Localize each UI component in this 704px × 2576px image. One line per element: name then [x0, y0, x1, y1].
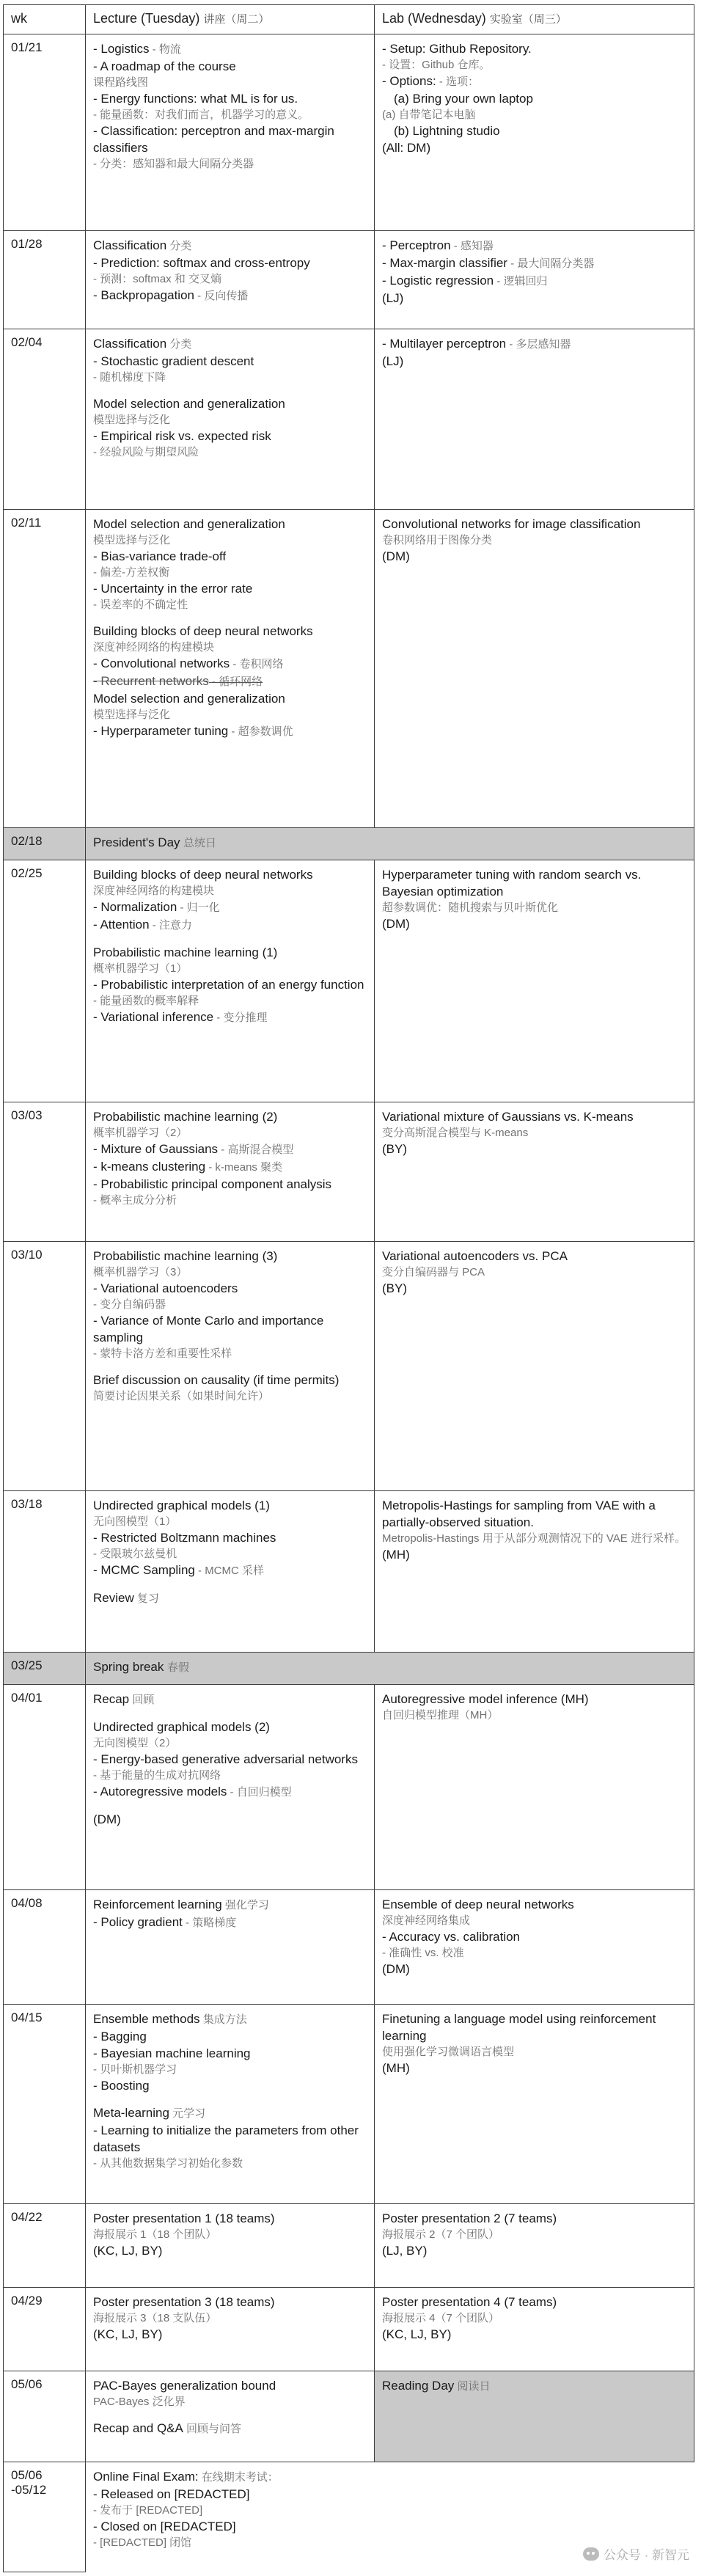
- week-row: [4, 1491, 694, 1653]
- week-row: [4, 1242, 694, 1491]
- lab-cell: Finetuning a language model using reinforcement learning 使用强化学习微调语言模型 (MH): [375, 2005, 694, 2204]
- lecture-cell: Reinforcement learning 强化学习 - Policy gradient - 策略梯度: [86, 1890, 375, 2005]
- lab-cell: Autoregressive model inference (MH) 自回归模型推理（MH）: [375, 1685, 694, 1890]
- week-row: [4, 1890, 694, 2005]
- week-date: 03/03: [4, 1102, 86, 1242]
- week-date: 04/08: [4, 1890, 86, 2005]
- week-date: 02/11: [4, 510, 86, 828]
- lab-cell: Hyperparameter tuning with random search vs. Bayesian optimization 超参数调优：随机搜索与贝叶斯优化 (DM): [375, 860, 694, 1102]
- lecture-cell: Recap 回顾 Undirected graphical models (2) 无向图模型（2） - Energy-based generative adversarial networks - 基于能量的生成对抗网络 - Autoregressive models - 自回归模型 (DM): [86, 1685, 375, 1890]
- week-row: [4, 860, 694, 1102]
- week-date: 03/25: [4, 1653, 86, 1685]
- week-date: 05/06 -05/12: [4, 2462, 86, 2572]
- week-date: 02/04: [4, 329, 86, 510]
- watermark-text: 公众号 · 新智元: [603, 2548, 689, 2562]
- lecture-cell: Model selection and generalization 模型选择与泛化 - Bias-variance trade-off - 偏差-方差权衡 - Uncertainty in the error rate - 误差率的不确定性 Building blocks of deep neural networks 深度神经网络的构建模块 - Convolutional networks - 卷积网络 - Recurrent networks - 循环网络 Model selection and generalization 模型选择与泛化 - Hyperparameter tuning - 超参数调优: [86, 510, 375, 828]
- week-date: 04/01: [4, 1685, 86, 1890]
- week-row: [4, 2005, 694, 2204]
- week-row: [4, 2288, 694, 2371]
- lecture-cell: Poster presentation 3 (18 teams) 海报展示 3（18 支队伍） (KC, LJ, BY): [86, 2288, 375, 2371]
- week-row: [4, 510, 694, 828]
- week-date: 03/10: [4, 1242, 86, 1491]
- week-date: 04/15: [4, 2005, 86, 2204]
- week-date: 01/28: [4, 231, 86, 329]
- holiday-row: [4, 1653, 694, 1685]
- lab-cell: Variational mixture of Gaussians vs. K-means 变分高斯混合模型与 K-means (BY): [375, 1102, 694, 1242]
- lab-cell: Poster presentation 4 (7 teams) 海报展示 4（7 个团队） (KC, LJ, BY): [375, 2288, 694, 2371]
- lecture-cell: Poster presentation 1 (18 teams) 海报展示 1（18 个团队） (KC, LJ, BY): [86, 2204, 375, 2288]
- lecture-cell: - Logistics - 物流 - A roadmap of the course 课程路线图 - Energy functions: what ML is for us. - 能量函数：对我们而言，机器学习的意义。 - Classification: perceptron and max-margin classifiers - 分类：感知器和最大间隔分类器: [86, 34, 375, 231]
- lab-cell: Reading Day 阅读日: [375, 2371, 694, 2462]
- week-date: 04/29: [4, 2288, 86, 2371]
- holiday-cell: President's Day 总统日: [86, 828, 694, 860]
- holiday-row: [4, 828, 694, 860]
- lecture-cell: Undirected graphical models (1) 无向图模型（1） - Restricted Boltzmann machines - 受限玻尔兹曼机 - MCMC Sampling - MCMC 采样 Review 复习: [86, 1491, 375, 1653]
- week-date: 02/18: [4, 828, 86, 860]
- week-row: [4, 2204, 694, 2288]
- lab-cell: - Perceptron - 感知器 - Max-margin classifier - 最大间隔分类器 - Logistic regression - 逻辑回归 (LJ): [375, 231, 694, 329]
- week-row: [4, 329, 694, 510]
- watermark: [583, 2544, 689, 2563]
- lab-cell: Metropolis-Hastings for sampling from VAE with a partially-observed situation. Metropolis-Hastings 用于从部分观测情况下的 VAE 进行采样。 (MH): [375, 1491, 694, 1653]
- header-wk: wk: [4, 5, 86, 34]
- lab-cell: Convolutional networks for image classification 卷积网络用于图像分类 (DM): [375, 510, 694, 828]
- week-row: [4, 1102, 694, 1242]
- lecture-cell: Probabilistic machine learning (2) 概率机器学习（2） - Mixture of Gaussians - 高斯混合模型 - k-means clustering - k-means 聚类 - Probabilistic principal component analysis - 概率主成分分析: [86, 1102, 375, 1242]
- holiday-cell: Spring break 春假: [86, 1653, 694, 1685]
- header-lecture: Lecture (Tuesday) 讲座（周二）: [86, 5, 375, 34]
- week-date: 04/22: [4, 2204, 86, 2288]
- lab-cell: - Setup: Github Repository. - 设置：Github 仓库。 - Options: - 选项： (a) Bring your own laptop (a) 自带笔记本电脑 (b) Lightning studio (All: DM): [375, 34, 694, 231]
- schedule-table: [3, 4, 694, 2572]
- lecture-cell: Building blocks of deep neural networks 深度神经网络的构建模块 - Normalization - 归一化 - Attention - 注意力 Probabilistic machine learning (1) 概率机器学习（1） - Probabilistic interpretation of an energy function - 能量函数的概率解释 - Variational inference - 变分推理: [86, 860, 375, 1102]
- header-row: [4, 5, 694, 34]
- week-date: 05/06: [4, 2371, 86, 2462]
- week-row: [4, 231, 694, 329]
- wechat-icon: [583, 2547, 599, 2561]
- week-row: [4, 2371, 694, 2462]
- week-date: 03/18: [4, 1491, 86, 1653]
- lecture-cell: Classification 分类 - Stochastic gradient descent - 随机梯度下降 Model selection and generalization 模型选择与泛化 - Empirical risk vs. expected risk - 经验风险与期望风险: [86, 329, 375, 510]
- lab-cell: Ensemble of deep neural networks 深度神经网络集成 - Accuracy vs. calibration - 准确性 vs. 校准 (DM): [375, 1890, 694, 2005]
- lecture-cell: Probabilistic machine learning (3) 概率机器学习（3） - Variational autoencoders - 变分自编码器 - Variance of Monte Carlo and importance sampling - 蒙特卡洛方差和重要性采样 Brief discussion on causality (if time permits) 简要讨论因果关系（如果时间允许）: [86, 1242, 375, 1491]
- lab-cell: - Multilayer perceptron - 多层感知器 (LJ): [375, 329, 694, 510]
- lab-cell: Poster presentation 2 (7 teams) 海报展示 2（7 个团队） (LJ, BY): [375, 2204, 694, 2288]
- week-row: [4, 1685, 694, 1890]
- week-date: 02/25: [4, 860, 86, 1102]
- lecture-cell: PAC-Bayes generalization bound PAC-Bayes 泛化界 Recap and Q&A 回顾与问答: [86, 2371, 375, 2462]
- final-exam-cell: Online Final Exam: 在线期末考试： - Released on [REDACTED] - 发布于 [REDACTED] - Closed on [REDACTED] - [REDACTED] 闭馆: [86, 2462, 694, 2572]
- week-date: 01/21: [4, 34, 86, 231]
- header-lab: Lab (Wednesday) 实验室（周三）: [375, 5, 694, 34]
- lecture-cell: Ensemble methods 集成方法 - Bagging - Bayesian machine learning - 贝叶斯机器学习 - Boosting Meta-learning 元学习 - Learning to initialize the parameters from other datasets - 从其他数据集学习初始化参数: [86, 2005, 375, 2204]
- lab-cell: Variational autoencoders vs. PCA 变分自编码器与 PCA (BY): [375, 1242, 694, 1491]
- week-row: [4, 34, 694, 231]
- lecture-cell: Classification 分类 - Prediction: softmax and cross-entropy - 预测：softmax 和 交叉熵 - Backpropagation - 反向传播: [86, 231, 375, 329]
